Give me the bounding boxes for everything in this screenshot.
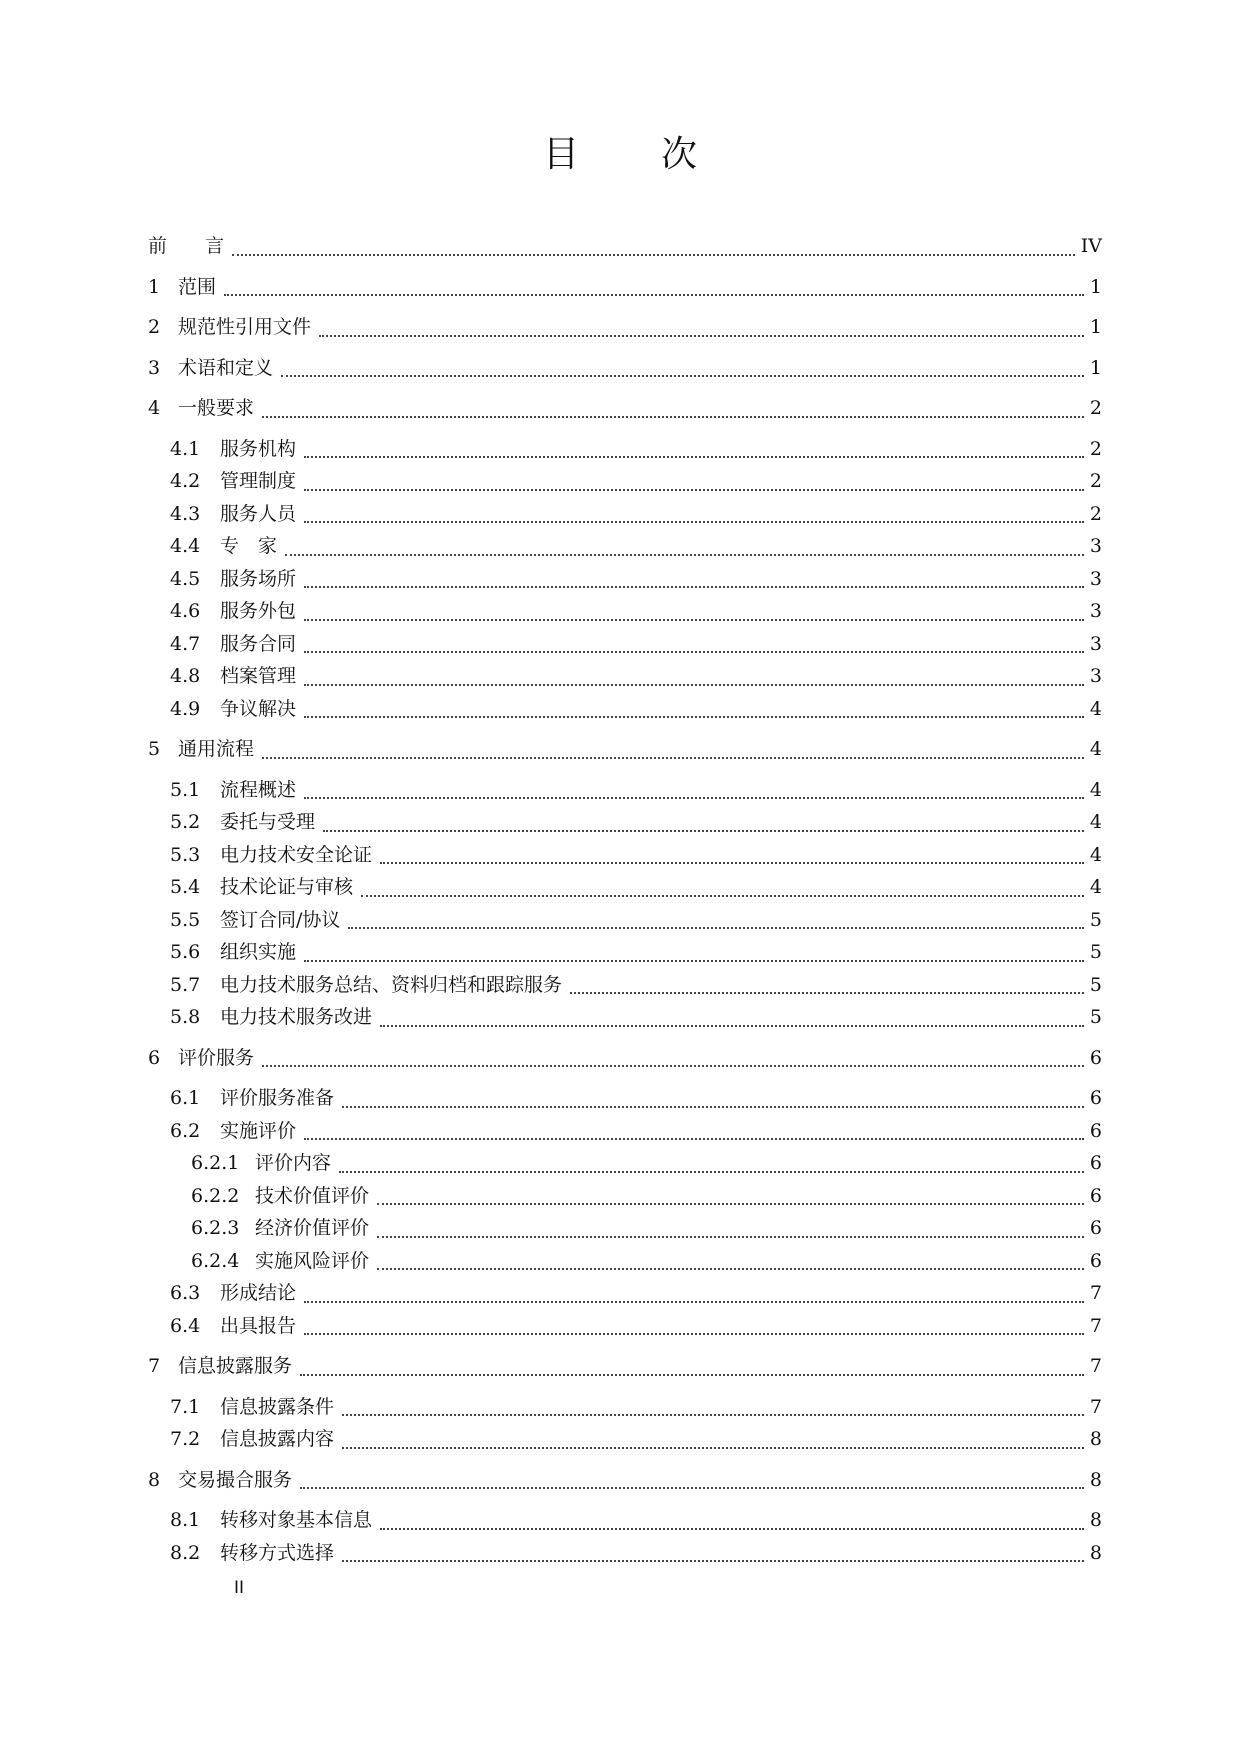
toc-entry[interactable] [148, 660, 1102, 693]
toc-entry-number: 6.2 [170, 1119, 201, 1142]
dot-leader [262, 757, 1084, 759]
toc-entry-title: 交易撮合服务 [178, 1468, 293, 1491]
toc-entry-page: 8 [1089, 1541, 1102, 1564]
toc-entry-title: 转移对象基本信息 [220, 1509, 373, 1531]
dot-leader [377, 1203, 1084, 1205]
toc-entry-number: 7.1 [170, 1395, 201, 1418]
dot-leader [342, 1414, 1084, 1416]
toc-entry[interactable] [148, 595, 1102, 628]
toc-entry-page: 2 [1089, 437, 1102, 460]
toc-entry-page: 3 [1089, 632, 1102, 655]
toc-entry-page: 5 [1089, 973, 1102, 996]
toc-entry-page: 4 [1089, 876, 1102, 898]
dot-leader [304, 521, 1084, 523]
toc-entry[interactable] [148, 1180, 1102, 1213]
toc-entry[interactable] [148, 352, 1102, 385]
toc-entry[interactable] [148, 498, 1102, 531]
page-number: II [234, 1578, 245, 1598]
toc-entry[interactable] [148, 1277, 1102, 1310]
toc-entry-page: 4 [1089, 738, 1102, 760]
dot-leader [262, 1065, 1084, 1067]
toc-entry-page: 6 [1089, 1087, 1102, 1109]
toc-entry[interactable] [148, 465, 1102, 498]
toc-entry-page: 2 [1089, 470, 1102, 492]
dot-leader [323, 830, 1084, 832]
toc-entry[interactable] [148, 1464, 1102, 1497]
toc-entry-number: 5.3 [170, 843, 201, 866]
toc-entry-page: 1 [1089, 356, 1102, 379]
toc-entry[interactable] [148, 936, 1102, 969]
dot-leader [339, 1171, 1084, 1173]
toc-entry-number: 4.8 [170, 665, 201, 687]
toc-entry-page: 6 [1089, 1119, 1102, 1142]
toc-entry[interactable] [148, 1350, 1102, 1383]
toc-entry[interactable] [148, 1310, 1102, 1343]
page-title [0, 126, 1240, 177]
dot-leader [300, 1374, 1084, 1376]
dot-leader [304, 489, 1084, 491]
toc-entry-title: 服务场所 [220, 567, 297, 590]
toc-entry[interactable] [148, 1147, 1102, 1180]
dot-leader [304, 586, 1084, 588]
toc-entry-title: 专 家 [220, 535, 278, 557]
toc-entry-title: 技术价值评价 [255, 1184, 370, 1207]
toc-entry-number: 4 [148, 397, 161, 419]
toc-entry-page: 4 [1089, 843, 1102, 866]
dot-leader [304, 1301, 1084, 1303]
toc-entry-number: 4.3 [170, 502, 201, 525]
toc-entry-title: 出具报告 [220, 1314, 297, 1337]
toc-entry[interactable] [148, 871, 1102, 904]
toc-entry[interactable] [148, 1537, 1102, 1570]
toc-entry-number: 5 [148, 738, 161, 760]
toc-entry-title: 信息披露条件 [220, 1395, 335, 1418]
toc-entry-number: 1 [148, 275, 161, 298]
toc-entry-page: 5 [1089, 1006, 1102, 1028]
toc-entry-page: 3 [1089, 600, 1102, 622]
toc-entry[interactable] [148, 1423, 1102, 1456]
toc-entry[interactable] [148, 904, 1102, 937]
dot-leader [570, 992, 1084, 994]
toc-entry-number: 4.7 [170, 632, 201, 655]
toc-entry-title: 电力技术服务总结、资料归档和跟踪服务 [220, 973, 563, 996]
toc-entry-page: 7 [1089, 1314, 1102, 1337]
toc-entry-page: 6 [1089, 1249, 1102, 1272]
dot-leader [285, 554, 1084, 556]
toc-entry-title: 信息披露服务 [178, 1355, 293, 1377]
dot-leader [304, 960, 1084, 962]
toc-entry[interactable] [148, 271, 1102, 304]
dot-leader [380, 862, 1084, 864]
dot-leader [304, 1138, 1084, 1140]
toc-entry-page: 2 [1089, 502, 1102, 525]
toc-entry-title: 经济价值评价 [255, 1217, 370, 1239]
dot-leader [348, 927, 1084, 929]
toc-entry[interactable] [148, 1001, 1102, 1034]
dot-leader [300, 1487, 1084, 1489]
dot-leader [304, 456, 1084, 458]
dot-leader [304, 684, 1084, 686]
toc-entry-page: 6 [1089, 1152, 1102, 1174]
toc-entry-title: 范围 [178, 275, 217, 298]
toc-entry-number: 8.2 [170, 1541, 201, 1564]
toc-entry-title: 评价内容 [255, 1152, 332, 1174]
toc-entry[interactable] [148, 969, 1102, 1002]
toc-entry-number: 6.3 [170, 1282, 201, 1304]
toc-entry-title: 电力技术服务改进 [220, 1006, 373, 1028]
toc-entry-title: 评价服务准备 [220, 1087, 335, 1109]
toc-entry-number: 6.4 [170, 1314, 201, 1337]
dot-leader [281, 375, 1084, 377]
toc-entry-title: 流程概述 [220, 778, 297, 801]
dot-leader [319, 335, 1084, 337]
toc-entry-number: 5.2 [170, 811, 201, 833]
toc-entry-number: 6.1 [170, 1087, 201, 1109]
toc-entry[interactable] [148, 693, 1102, 726]
toc-entry-title: 评价服务 [178, 1046, 255, 1069]
toc-entry-page: 6 [1089, 1184, 1102, 1207]
dot-leader [304, 716, 1084, 718]
table-of-contents [148, 230, 1102, 1569]
toc-entry[interactable] [148, 1082, 1102, 1115]
toc-entry-title: 服务外包 [220, 600, 297, 622]
dot-leader [342, 1447, 1084, 1449]
toc-entry[interactable] [148, 1391, 1102, 1424]
toc-entry-page: 7 [1089, 1355, 1102, 1377]
toc-entry-page: 8 [1089, 1428, 1102, 1450]
dot-leader [224, 294, 1084, 296]
toc-entry-title: 术语和定义 [178, 356, 274, 379]
toc-entry-title: 服务合同 [220, 632, 297, 655]
toc-entry-title: 电力技术安全论证 [220, 843, 373, 866]
dot-leader [304, 1333, 1084, 1335]
toc-entry-number: 4.2 [170, 470, 201, 492]
toc-entry-title: 档案管理 [220, 665, 297, 687]
toc-entry-number: 5.6 [170, 941, 201, 963]
toc-entry-title: 转移方式选择 [220, 1541, 335, 1564]
toc-entry-title: 服务机构 [220, 437, 297, 460]
toc-entry-title: 实施评价 [220, 1119, 297, 1142]
toc-entry[interactable] [148, 433, 1102, 466]
toc-entry[interactable] [148, 628, 1102, 661]
toc-entry-title: 争议解决 [220, 697, 297, 720]
toc-entry-page: 8 [1089, 1468, 1102, 1491]
toc-entry-title: 信息披露内容 [220, 1428, 335, 1450]
toc-entry-number: 4.5 [170, 567, 201, 590]
toc-entry-page: 6 [1089, 1217, 1102, 1239]
toc-entry-page: 7 [1089, 1395, 1102, 1418]
toc-entry[interactable] [148, 530, 1102, 563]
toc-entry[interactable] [148, 1245, 1102, 1278]
toc-entry-page: 2 [1089, 397, 1102, 419]
toc-entry-page: 3 [1089, 535, 1102, 557]
toc-entry[interactable] [148, 1115, 1102, 1148]
toc-entry-page: 5 [1089, 908, 1102, 931]
dot-leader [380, 1025, 1084, 1027]
dot-leader [262, 416, 1084, 418]
toc-entry-number: 6.2.4 [191, 1249, 240, 1272]
toc-entry[interactable] [148, 563, 1102, 596]
title-char-right: 次 [661, 134, 698, 175]
toc-entry-title: 服务人员 [220, 502, 297, 525]
toc-entry-number: 6.2.1 [191, 1152, 240, 1174]
toc-entry-page: 1 [1089, 316, 1102, 338]
dot-leader [361, 895, 1084, 897]
toc-entry-number: 5.1 [170, 778, 201, 801]
dot-leader [342, 1560, 1084, 1562]
toc-entry-title: 一般要求 [178, 397, 255, 419]
toc-entry-title: 签订合同/协议 [220, 908, 341, 931]
toc-entry[interactable] [148, 774, 1102, 807]
title-char-left: 目 [542, 134, 579, 175]
toc-entry-page: 4 [1089, 778, 1102, 801]
toc-entry[interactable] [148, 1042, 1102, 1075]
toc-entry-page: 4 [1089, 697, 1102, 720]
dot-leader [342, 1106, 1084, 1108]
toc-entry-page: 1 [1089, 275, 1102, 298]
toc-entry-number: 6 [148, 1046, 161, 1069]
toc-entry-number: 5.7 [170, 973, 201, 996]
dot-leader [304, 797, 1084, 799]
toc-entry-page: 3 [1089, 567, 1102, 590]
toc-entry-page: IV [1080, 235, 1102, 257]
toc-entry-number: 8 [148, 1468, 161, 1491]
toc-entry-number: 8.1 [170, 1509, 201, 1531]
toc-entry[interactable] [148, 1504, 1102, 1537]
toc-entry-number: 3 [148, 356, 161, 379]
toc-entry-number: 4.9 [170, 697, 201, 720]
toc-entry[interactable] [148, 806, 1102, 839]
toc-entry-number: 5.8 [170, 1006, 201, 1028]
toc-entry[interactable] [148, 839, 1102, 872]
toc-entry-title: 前 言 [148, 235, 225, 257]
toc-entry[interactable] [148, 230, 1102, 263]
toc-entry-title: 技术论证与审核 [220, 876, 354, 898]
toc-entry-number: 4.6 [170, 600, 201, 622]
toc-entry-title: 通用流程 [178, 738, 255, 760]
toc-entry-page: 6 [1089, 1046, 1102, 1069]
dot-leader [377, 1268, 1084, 1270]
toc-entry-page: 7 [1089, 1282, 1102, 1304]
dot-leader [232, 254, 1075, 256]
toc-entry-title: 委托与受理 [220, 811, 316, 833]
toc-entry-number: 7.2 [170, 1428, 201, 1450]
dot-leader [304, 651, 1084, 653]
toc-entry-number: 5.5 [170, 908, 201, 931]
toc-entry[interactable] [148, 311, 1102, 344]
toc-entry-title: 管理制度 [220, 470, 297, 492]
toc-entry-number: 6.2.3 [191, 1217, 240, 1239]
dot-leader [377, 1236, 1084, 1238]
toc-entry-title: 形成结论 [220, 1282, 297, 1304]
toc-entry-number: 5.4 [170, 876, 201, 898]
dot-leader [304, 619, 1084, 621]
toc-entry-number: 4.4 [170, 535, 201, 557]
toc-entry-title: 组织实施 [220, 941, 297, 963]
toc-entry[interactable] [148, 733, 1102, 766]
toc-entry-number: 2 [148, 316, 161, 338]
toc-entry-title: 实施风险评价 [255, 1249, 370, 1272]
toc-entry-page: 3 [1089, 665, 1102, 687]
toc-entry-number: 7 [148, 1355, 161, 1377]
toc-entry[interactable] [148, 392, 1102, 425]
dot-leader [380, 1528, 1084, 1530]
toc-entry-number: 6.2.2 [191, 1184, 240, 1207]
toc-entry-title: 规范性引用文件 [178, 316, 312, 338]
toc-entry-number: 4.1 [170, 437, 201, 460]
toc-entry[interactable] [148, 1212, 1102, 1245]
toc-entry-page: 8 [1089, 1509, 1102, 1531]
toc-entry-page: 5 [1089, 941, 1102, 963]
toc-entry-page: 4 [1089, 811, 1102, 833]
